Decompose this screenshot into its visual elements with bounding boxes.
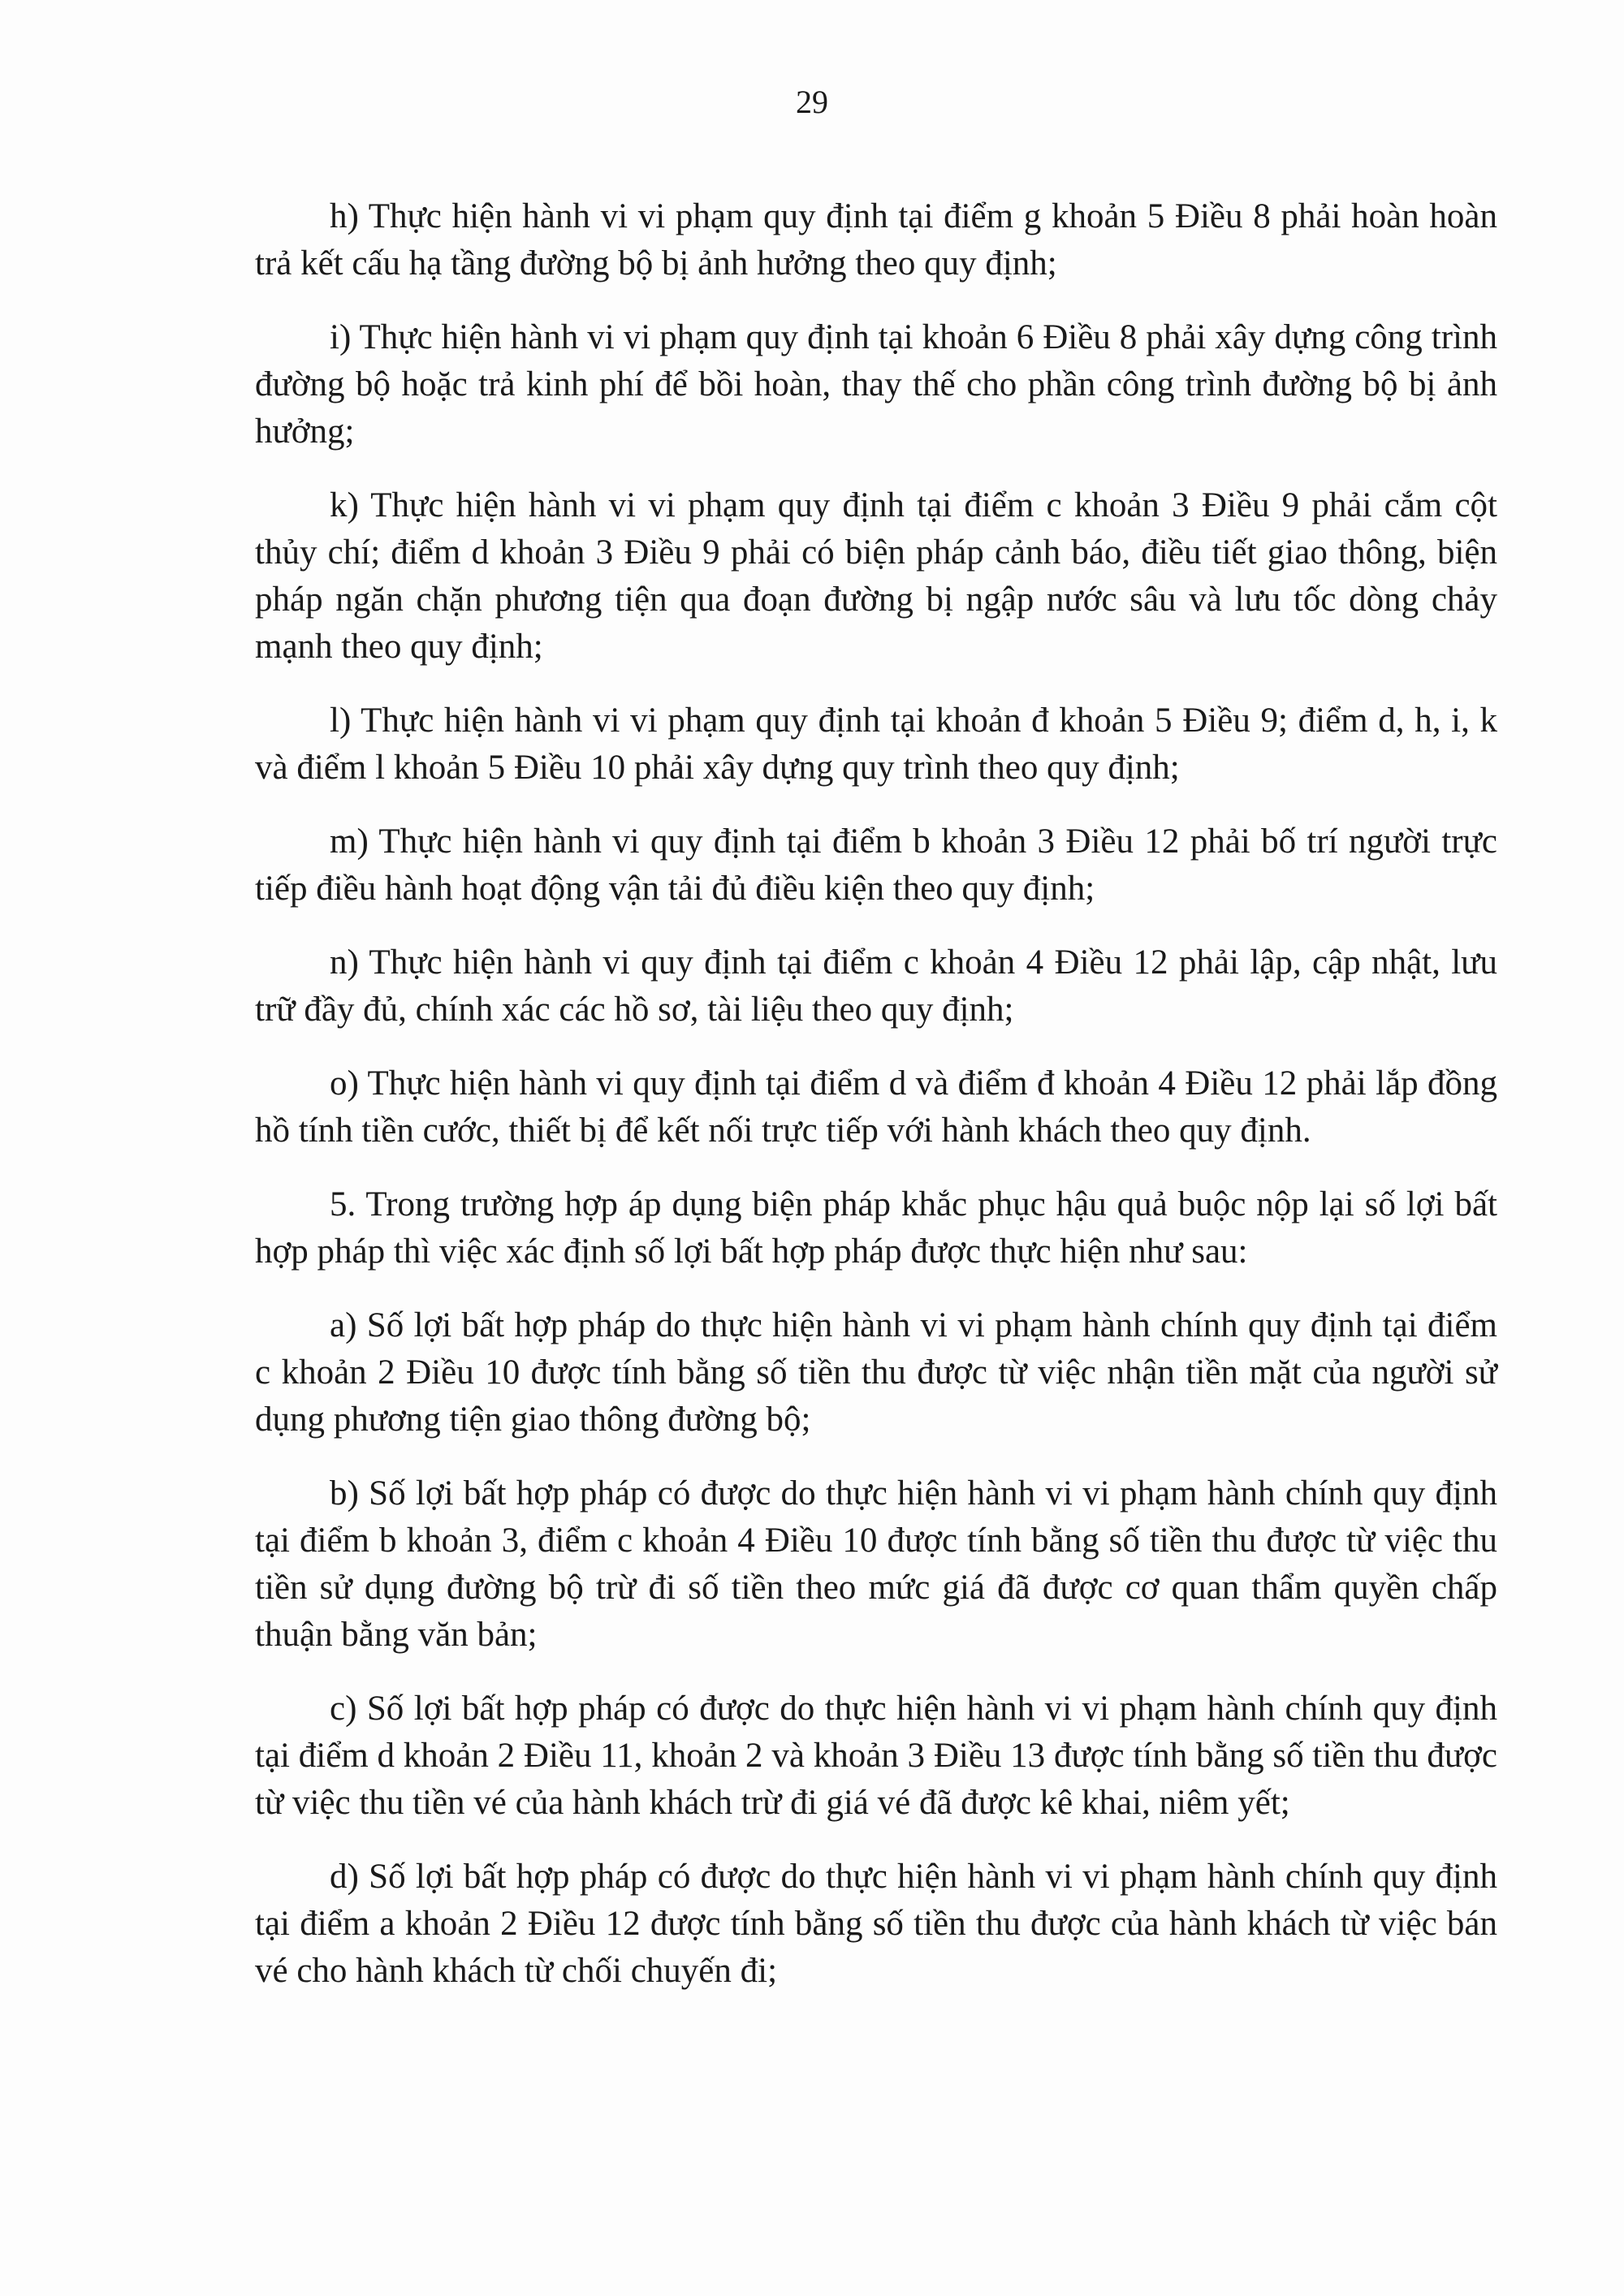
paragraph-k: k) Thực hiện hành vi vi phạm quy định tại điểm c khoản 3 Điều 9 phải cắm cột thủy chí; điểm d khoản 3 Điều 9 phải có biện pháp cảnh báo, điều tiết giao thông, biện pháp ngăn chặn phương tiện qua đoạn đường bị ngập nước sâu và lưu tốc dòng chảy mạnh theo quy định; [255,486,1497,666]
paragraph-5c: c) Số lợi bất hợp pháp có được do thực hiện hành vi vi phạm hành chính quy định tại điểm d khoản 2 Điều 11, khoản 2 và khoản 3 Điều 13 được tính bằng số tiền thu được từ việc thu tiền vé của hành khách trừ đi giá vé đã được kê khai, niêm yết; [255,1690,1497,1822]
paragraph-h: h) Thực hiện hành vi vi phạm quy định tại điểm g khoản 5 Điều 8 phải hoàn hoàn trả kết cấu hạ tầng đường bộ bị ảnh hưởng theo quy định; [255,197,1497,283]
page-number: 29 [796,84,828,120]
paragraph-m: m) Thực hiện hành vi quy định tại điểm b khoản 3 Điều 12 phải bố trí người trực tiếp điều hành hoạt động vận tải đủ điều kiện theo quy định; [255,822,1497,908]
paragraph-5b: b) Số lợi bất hợp pháp có được do thực hiện hành vi vi phạm hành chính quy định tại điểm b khoản 3, điểm c khoản 4 Điều 10 được tính bằng số tiền thu được từ việc thu tiền sử dụng đường bộ trừ đi số tiền theo mức giá đã được cơ quan thẩm quyền chấp thuận bằng văn bản; [255,1474,1497,1654]
paragraph-o: o) Thực hiện hành vi quy định tại điểm d và điểm đ khoản 4 Điều 12 phải lắp đồng hồ tính tiền cước, thiết bị để kết nối trực tiếp với hành khách theo quy định. [255,1064,1497,1150]
paragraph-5d: d) Số lợi bất hợp pháp có được do thực hiện hành vi vi phạm hành chính quy định tại điểm a khoản 2 Điều 12 được tính bằng số tiền thu được của hành khách từ việc bán vé cho hành khách từ chối chuyến đi; [255,1858,1497,1990]
paragraph-l: l) Thực hiện hành vi vi phạm quy định tại khoản đ khoản 5 Điều 9; điểm d, h, i, k và điểm l khoản 5 Điều 10 phải xây dựng quy trình theo quy định; [255,701,1497,787]
paragraph-i: i) Thực hiện hành vi vi phạm quy định tại khoản 6 Điều 8 phải xây dựng công trình đường bộ hoặc trả kinh phí để bồi hoàn, thay thế cho phần công trình đường bộ bị ảnh hưởng; [255,318,1497,451]
paragraph-5a: a) Số lợi bất hợp pháp do thực hiện hành vi vi phạm hành chính quy định tại điểm c khoản 2 Điều 10 được tính bằng số tiền thu được từ việc nhận tiền mặt của người sử dụng phương tiện giao thông đường bộ; [255,1306,1497,1439]
paragraph-n: n) Thực hiện hành vi quy định tại điểm c khoản 4 Điều 12 phải lập, cập nhật, lưu trữ đầy đủ, chính xác các hồ sơ, tài liệu theo quy định; [255,943,1497,1029]
document-body [255,193,1497,1995]
paragraph-5: 5. Trong trường hợp áp dụng biện pháp khắc phục hậu quả buộc nộp lại số lợi bất hợp pháp thì việc xác định số lợi bất hợp pháp được thực hiện như sau: [255,1185,1497,1271]
